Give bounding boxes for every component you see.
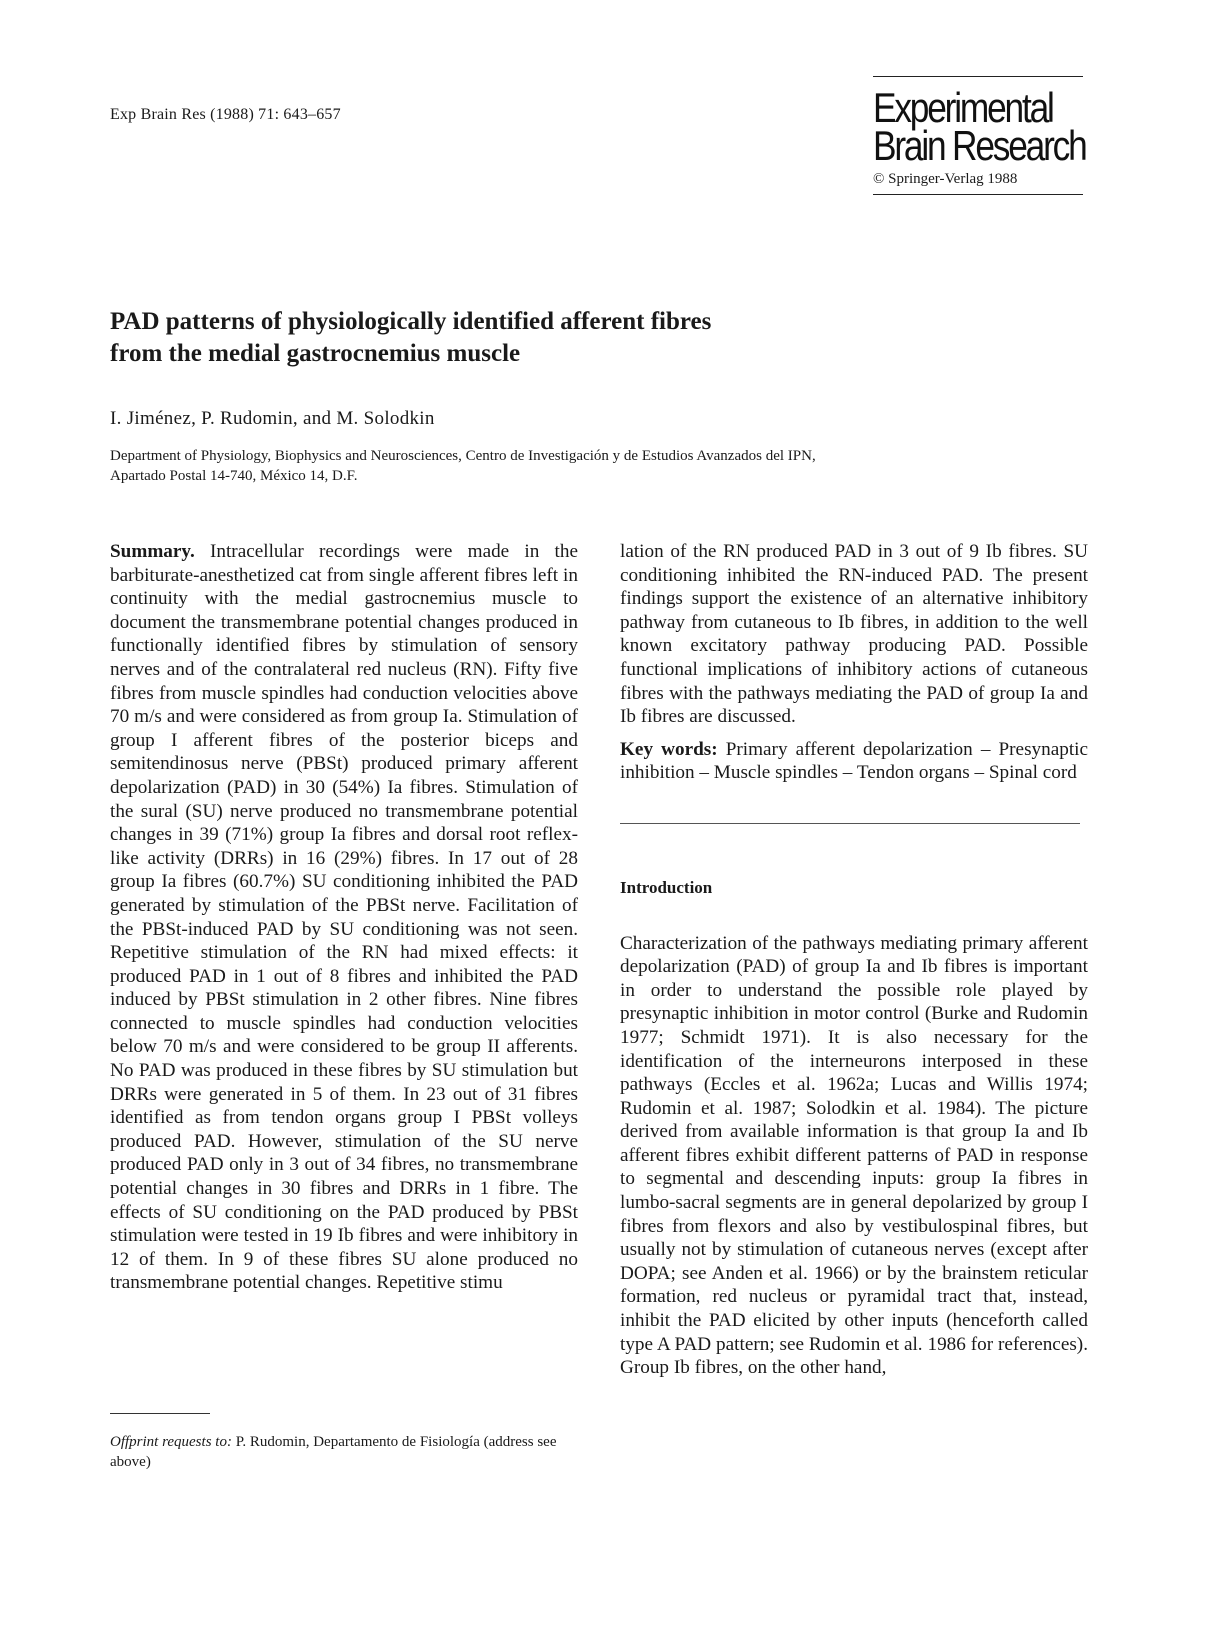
footnote-text: P. Rudomin, Departamento de Fisiología (address see above)	[110, 1434, 557, 1470]
article-title	[110, 306, 870, 370]
footnote-rule	[110, 1413, 210, 1414]
keywords-paragraph	[620, 738, 1088, 785]
section-separator	[620, 823, 1080, 824]
keywords-label: Key words:	[620, 738, 718, 760]
authors: I. Jiménez, P. Rudomin, and M. Solodkin	[110, 408, 435, 429]
journal-name-line2: Brain Research	[873, 122, 1086, 169]
summary-label: Summary.	[110, 541, 195, 562]
summary-continuation: lation of the RN produced PAD in 3 out of 9 Ib fibres. SU conditioning inhibited the RN-induced PAD. The present findings support the existence of an alternative inhibitory pathway from cutaneous to Ib fibres, in addition to the well known excitatory pathway producing PAD. Possible functional implications of inhibitory actions of cutaneous fibres with the pathways mediating the PAD of group Ia and Ib fibres are discussed.	[620, 541, 1088, 728]
right-column	[620, 540, 1088, 1380]
masthead-top-rule	[873, 76, 1083, 77]
footnote	[110, 1432, 578, 1472]
journal-citation: Exp Brain Res (1988) 71: 643–657	[110, 106, 341, 123]
masthead-bottom-rule	[873, 194, 1083, 195]
affiliation-line1: Department of Physiology, Biophysics and Neurosciences, Centro de Investigación y de Estudios Avanzados del IPN,	[110, 448, 816, 464]
footnote-label: Offprint requests to:	[110, 1434, 232, 1450]
introduction-heading: Introduction	[620, 877, 713, 897]
summary-paragraph	[110, 540, 578, 1295]
introduction-text: Characterization of the pathways mediating primary afferent depolarization (PAD) of group Ia and Ib fibres is important in order to understand the possible role played by presynaptic inhibition in motor control (Burke and Rudomin 1977; Schmidt 1971). It is also necessary for the identification of the interneurons interposed in these pathways (Eccles et al. 1962a; Lucas and Willis 1974; Rudomin et al. 1987; Solodkin et al. 1984). The picture derived from available information is that group Ia and Ib afferent fibres exhibit different patterns of PAD in response to segmental and descending inputs: group Ia fibres in lumbo-sacral segments are in general depolarized by group I fibres from flexors and also by vestibulospinal fibres, but usually not by stimulation of cutaneous nerves (except after DOPA; see Anden et al. 1966) or by the brainstem reticular formation, red nucleus or pyramidal tract that, instead, inhibit the PAD elicited by other inputs (henceforth called type A PAD pattern; see Rudomin et al. 1986 for references). Group Ib fibres, on the other hand,	[620, 932, 1088, 1379]
left-column	[110, 540, 578, 1295]
keywords-text: Primary afferent depolarization – Presynaptic inhibition – Muscle spindles – Tendon organs – Spinal cord	[620, 738, 1089, 784]
title-line2: from the medial gastrocnemius muscle	[110, 340, 521, 367]
journal-name	[873, 84, 1086, 169]
journal-masthead	[873, 76, 1086, 195]
title-line1: PAD patterns of physiologically identified afferent fibres	[110, 308, 712, 335]
affiliation-line2: Apartado Postal 14-740, México 14, D.F.	[110, 468, 358, 484]
summary-text-left: Intracellular recordings were made in the barbiturate-anesthetized cat from single afferent fibres left in continuity with the medial gastrocnemius muscle to document the transmembrane potential changes produced in functionally identified fibres by stimulation of sensory nerves and of the contralateral red nucleus (RN). Fifty five fibres from muscle spindles had conduction velocities above 70 m/s and were considered as from group Ia. Stimulation of group I afferent fibres of the posterior biceps and semitendinosus nerve (PBSt) produced primary afferent depolarization (PAD) in 30 (54%) Ia fibres. Stimulation of the sural (SU) nerve produced no transmembrane potential changes in 39 (71%) group Ia fibres and dorsal root reflex-like activity (DRRs) in 16 (29%) fibres. In 17 out of 28 group Ia fibres (60.7%) SU conditioning inhibited the PAD generated by stimulation of the PBSt nerve. Facilitation of the PBSt-induced PAD by SU conditioning was not seen. Repetitive stimulation of the RN had mixed effects: it produced PAD in 1 out of 8 fibres and inhibited the PAD induced by PBSt stimulation in 2 other fibres. Nine fibres connected to muscle spindles had conduction velocities below 70 m/s and were considered to be group II afferents. No PAD was produced in these fibres by SU stimulation but DRRs were generated in 5 of them. In 23 out of 31 fibres identified as from tendon organs group I PBSt volleys produced PAD. However, stimulation of the SU nerve produced PAD only in 3 out of 34 fibres, no transmembrane potential changes in 30 fibres and DRRs in 1 fibre. The effects of SU conditioning on the PAD produced by PBSt stimulation were tested in 19 Ib fibres and were inhibitory in 12 of them. In 9 of these fibres SU alone produced no transmembrane potential changes. Repetitive stimu	[110, 541, 578, 1294]
affiliation	[110, 446, 1010, 486]
copyright: © Springer-Verlag 1988	[873, 171, 1018, 187]
journal-name-line1: Experimental	[873, 84, 1053, 131]
